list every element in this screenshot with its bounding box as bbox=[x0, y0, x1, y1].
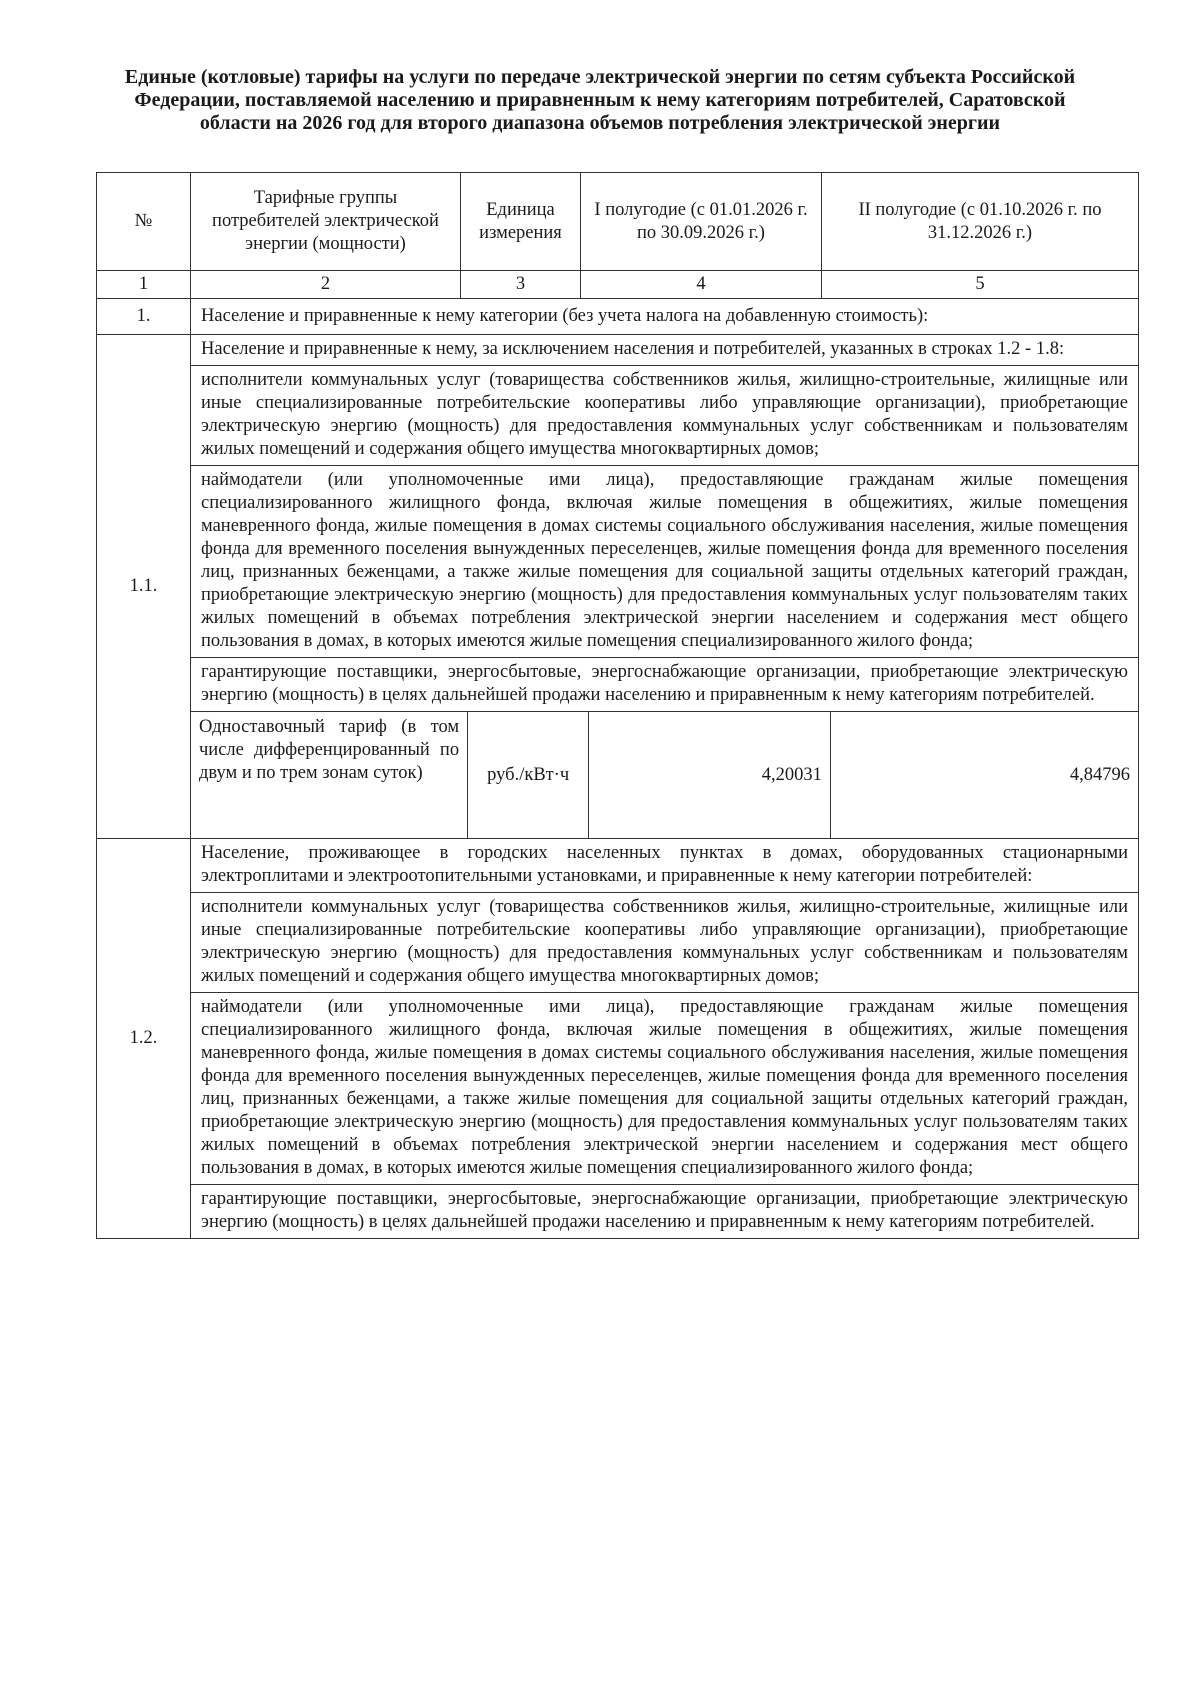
header-unit: Единица измерения bbox=[461, 173, 581, 271]
header-second-half: II полугодие (с 01.10.2026 г. по 31.12.2026 г.) bbox=[822, 173, 1139, 271]
list-item: исполнители коммунальных услуг (товарищества собственников жилья, жилищно-строительные, жилищные или иные специализированные потребительские кооперативы либо управляющие организации), приобретающие электрическую энергию (мощность) для предоставления коммунальных услуг собственникам и пользователям жилых помещений и содержания общего имущества многоквартирных домов; bbox=[191, 893, 1138, 993]
header-number: № bbox=[97, 173, 191, 271]
tariff-value-first-half: 4,20031 bbox=[589, 712, 831, 838]
list-item: гарантирующие поставщики, энергосбытовые, энергоснабжающие организации, приобретающие электрическую энергию (мощность) в целях дальнейшей продажи населению и приравненным к нему категориям потребителей. bbox=[191, 658, 1138, 712]
row-content bbox=[191, 839, 1139, 1239]
list-item: гарантирующие поставщики, энергосбытовые, энергоснабжающие организации, приобретающие электрическую энергию (мощность) в целях дальнейшей продажи населению и приравненным к нему категориям потребителей. bbox=[201, 1189, 1128, 1232]
list-item: наймодатели (или уполномоченные ими лица), предоставляющие гражданам жилые помещения специализированного жилищного фонда, включая жилые помещения в общежитиях, жилые помещения маневренного фонда, жилые помещения в домах системы социального обслуживания населения, жилые помещения фонда для временного поселения вынужденных переселенцев, жилые помещения фонда для временного поселения лиц, признанных беженцами, а также жилые помещения для социальной защиты отдельных категорий граждан, приобретающие электрическую энергию (мощность) для предоставления коммунальных услуг пользователям таких жилых помещений в объемах потребления электрической энергии населением и содержания мест общего пользования в домах, в которых имеются жилые помещения специализированного жилого фонда; bbox=[191, 993, 1138, 1185]
table-row bbox=[97, 299, 1139, 335]
list-item: исполнители коммунальных услуг (товарищества собственников жилья, жилищно-строительные, жилищные или иные специализированные потребительские кооперативы либо управляющие организации), приобретающие электрическую энергию (мощность) для предоставления коммунальных услуг собственникам и пользователям жилых помещений и содержания общего имущества многоквартирных домов; bbox=[191, 366, 1138, 466]
column-number: 3 bbox=[461, 271, 581, 299]
header-tariff-groups: Тарифные группы потребителей электрической энергии (мощности) bbox=[191, 173, 461, 271]
tariff-name: Одноставочный тариф (в том числе дифференцированный по двум и по трем зонам суток) bbox=[191, 712, 468, 838]
tariff-value-second-half: 4,84796 bbox=[1069, 764, 1130, 785]
document-title: Единые (котловые) тарифы на услуги по передаче электрической энергии по сетям субъекта Российской Федерации, поставляемой населению и приравненным к нему категориям потребителей, Саратовской области на 2026 год для второго диапазона объемов потребления электрической энергии bbox=[124, 66, 1076, 134]
row-number: 1.1. bbox=[97, 335, 191, 839]
header-row bbox=[97, 173, 1139, 271]
column-number: 4 bbox=[581, 271, 822, 299]
tariff-table bbox=[96, 172, 1139, 1239]
row-heading: Население, проживающее в городских населенных пунктах в домах, оборудованных стационарными электроплитами и электроотопительными установками, и приравненные к нему категории потребителей: bbox=[191, 839, 1138, 893]
column-number: 5 bbox=[822, 271, 1139, 299]
column-numbers-row bbox=[97, 271, 1139, 299]
row-text: Население и приравненные к нему категории (без учета налога на добавленную стоимость): bbox=[191, 299, 1139, 335]
table-row bbox=[97, 839, 1139, 1239]
row-number: 1.2. bbox=[97, 839, 191, 1239]
list-item: наймодатели (или уполномоченные ими лица), предоставляющие гражданам жилые помещения специализированного жилищного фонда, включая жилые помещения в общежитиях, жилые помещения маневренного фонда, жилые помещения в домах системы социального обслуживания населения, жилые помещения фонда для временного поселения вынужденных переселенцев, жилые помещения фонда для временного поселения лиц, признанных беженцами, а также жилые помещения для социальной защиты отдельных категорий граждан, приобретающие электрическую энергию (мощность) для предоставления коммунальных услуг пользователям таких жилых помещений в объемах потребления электрической энергии населением и содержания мест общего пользования в домах, в которых имеются жилые помещения специализированного жилого фонда; bbox=[191, 466, 1138, 658]
column-number: 2 bbox=[191, 271, 461, 299]
row-number: 1. bbox=[97, 299, 191, 335]
tariff-row bbox=[191, 712, 1138, 838]
header-first-half: I полугодие (с 01.01.2026 г. по 30.09.2026 г.) bbox=[581, 173, 822, 271]
row-content bbox=[191, 335, 1139, 839]
table-row bbox=[97, 335, 1139, 839]
tariff-unit: руб./кВт·ч bbox=[468, 712, 589, 838]
column-number: 1 bbox=[97, 271, 191, 299]
tariff-subtable bbox=[191, 712, 1138, 838]
row-heading: Население и приравненные к нему, за исключением населения и потребителей, указанных в строках 1.2 - 1.8: bbox=[191, 335, 1138, 366]
